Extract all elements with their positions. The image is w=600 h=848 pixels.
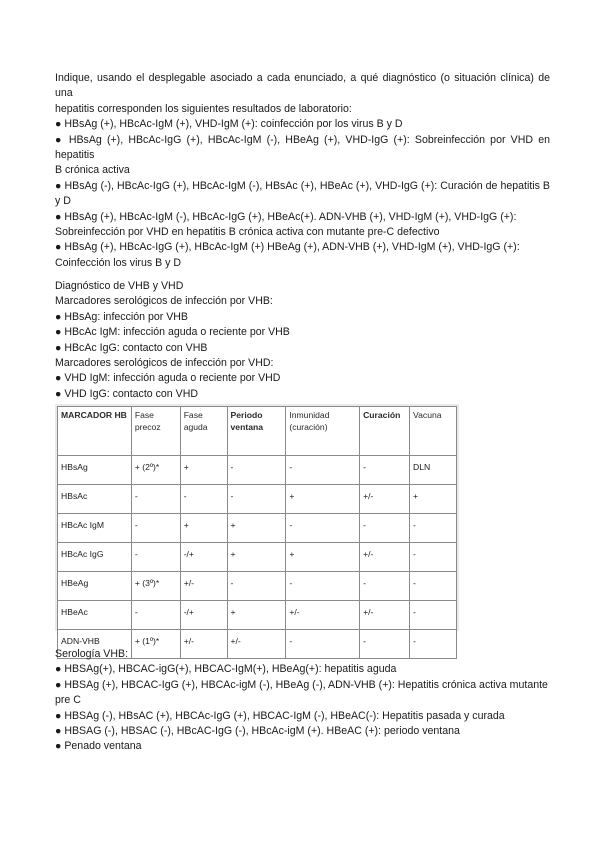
marker-value-cell: DLN [410,456,457,485]
serology-line: ● HBSAg (+), HBCAC-IgG (+), HBCAc-igM (-), HBeAg (-), ADN-VHB (+): Hepatitis crónica activa mutante [55,678,548,691]
marker-value-cell: +/- [180,572,227,601]
marker-value-cell: - [410,514,457,543]
table-header-cell: Fase aguda [180,407,227,456]
marker-name-cell: HBcAc IgG [58,543,132,572]
diagnosis-line: ● HBsAg: infección por VHB [55,310,188,323]
marker-value-cell: - [360,456,410,485]
marker-value-cell: - [131,543,180,572]
intro-line: ● HBsAg (-), HBcAc-IgG (+), HBcAc-IgM (-), HBsAc (+), HBeAc (+), VHD-IgG (+): Curación de hepatitis B y D [55,179,550,208]
table-header-cell: Periodo ventana [227,407,286,456]
table-header-cell: Inmunidad (curación) [286,407,360,456]
diagnosis-line: ● HBcAc IgM: infección aguda o reciente por VHB [55,326,290,339]
table-row [58,601,457,630]
intro-line: Indique, usando el desplegable asociado a cada enunciado, a qué diagnóstico (o situación clínica) de una [55,72,550,100]
marker-value-cell: +/- [180,630,227,659]
serology-section [55,647,550,755]
table-row [58,543,457,572]
markers-table-image [55,404,459,646]
marker-value-cell: + [286,543,360,572]
markers-table [57,406,457,659]
intro-line: Sobreinfección por VHD en hepatitis B crónica activa con mutante pre-C defectivo [55,226,440,239]
diagnosis-line: Marcadores serológicos de infección por VHD: [55,357,274,370]
serology-line: pre C [55,694,81,707]
diagnosis-title: Diagnóstico de VHB y VHD [55,280,184,292]
diagnosis-line: ● HBcAc IgG: contacto con VHB [55,341,208,354]
marker-value-cell: + [180,456,227,485]
marker-name-cell: HBsAg [58,456,132,485]
serology-line: ● HBSAg (-), HBsAC (+), HBCAc-IgG (+), HBCAC-IgM (-), HBeAC(-): Hepatitis pasada y curada [55,709,505,722]
marker-value-cell: - [360,630,410,659]
marker-name-cell: HBeAg [58,572,132,601]
intro-line: B crónica activa [55,164,130,177]
marker-value-cell: +/- [286,601,360,630]
marker-value-cell: - [360,572,410,601]
marker-value-cell: - [227,572,286,601]
marker-value-cell: - [410,601,457,630]
marker-value-cell: - [360,514,410,543]
marker-name-cell: HBeAc [58,601,132,630]
marker-value-cell: + [227,514,286,543]
marker-value-cell: -/+ [180,543,227,572]
marker-name-cell: ADN-VHB [58,630,132,659]
serology-line: ● HBSAG (-), HBSAC (-), HBcAC-IgG (-), HBcAc-igM (+). HBeAC (+): periodo ventana [55,725,460,738]
table-row [58,514,457,543]
marker-value-cell: - [227,485,286,514]
table-header-cell: MARCADOR HB [58,407,132,456]
marker-value-cell: + (3º)* [131,572,180,601]
table-header-cell: Fase precoz [131,407,180,456]
marker-value-cell: + [227,543,286,572]
table-header-row [58,407,457,456]
marker-value-cell: - [131,514,180,543]
marker-value-cell: - [286,630,360,659]
table-row [58,485,457,514]
marker-value-cell: + (2º)* [131,456,180,485]
diagnosis-line: ● VHD IgG: contacto con VHD [55,387,198,400]
marker-value-cell: -/+ [180,601,227,630]
intro-line: ● HBsAg (+), HBcAc-IgM (+), VHD-IgM (+): coinfección por los virus B y D [55,118,403,131]
marker-name-cell: HBsAc [58,485,132,514]
table-body [58,456,457,659]
marker-value-cell: - [131,601,180,630]
table-row [58,572,457,601]
marker-value-cell: + [410,485,457,514]
marker-value-cell: - [180,485,227,514]
marker-value-cell: +/- [360,485,410,514]
table-header-cell: Vacuna [410,407,457,456]
serology-line: ● HBSAg(+), HBCAC-igG(+), HBCAC-IgM(+), HBeAg(+): hepatitis aguda [55,663,397,676]
intro-section [55,71,550,271]
marker-value-cell: +/- [360,543,410,572]
table-row [58,456,457,485]
marker-value-cell: - [410,630,457,659]
table-header-cell: Curación [360,407,410,456]
marker-value-cell: - [410,572,457,601]
marker-value-cell: - [286,456,360,485]
intro-line: Coinfección los virus B y D [55,256,181,269]
intro-line: hepatitis corresponden los siguientes resultados de laboratorio: [55,102,352,115]
marker-value-cell: - [131,485,180,514]
marker-value-cell: + (1º)* [131,630,180,659]
marker-value-cell: + [286,485,360,514]
intro-line: ● HBsAg (+), HBcAc-IgG (+), HBcAc-IgM (-), HBeAg (+), VHD-IgG (+): Sobreinfección por VHD en hepatitis [55,133,550,162]
diagnosis-line: ● VHD IgM: infección aguda o reciente por VHD [55,372,281,385]
marker-value-cell: - [410,543,457,572]
serology-line: ● Penado ventana [55,740,142,753]
marker-value-cell: - [227,456,286,485]
marker-value-cell: +/- [227,630,286,659]
marker-value-cell: - [286,572,360,601]
marker-value-cell: + [180,514,227,543]
marker-value-cell: + [227,601,286,630]
marker-value-cell: - [286,514,360,543]
intro-line: ● HBsAg (+), HBcAc-IgM (-), HBcAc-IgG (+), HBeAc(+). ADN-VHB (+), VHD-IgM (+), VHD-IgG (+): [55,210,517,223]
diagnosis-line: Marcadores serológicos de infección por VHB: [55,295,273,308]
diagnosis-section [55,279,550,402]
marker-value-cell: +/- [360,601,410,630]
intro-line: ● HBsAg (+), HBcAc-IgG (+), HBcAc-IgM (+) HBeAg (+), ADN-VHB (+), VHD-IgM (+), VHD-IgG (+): [55,241,520,254]
serology-title: Serología VHB: [55,648,129,660]
marker-name-cell: HBcAc IgM [58,514,132,543]
